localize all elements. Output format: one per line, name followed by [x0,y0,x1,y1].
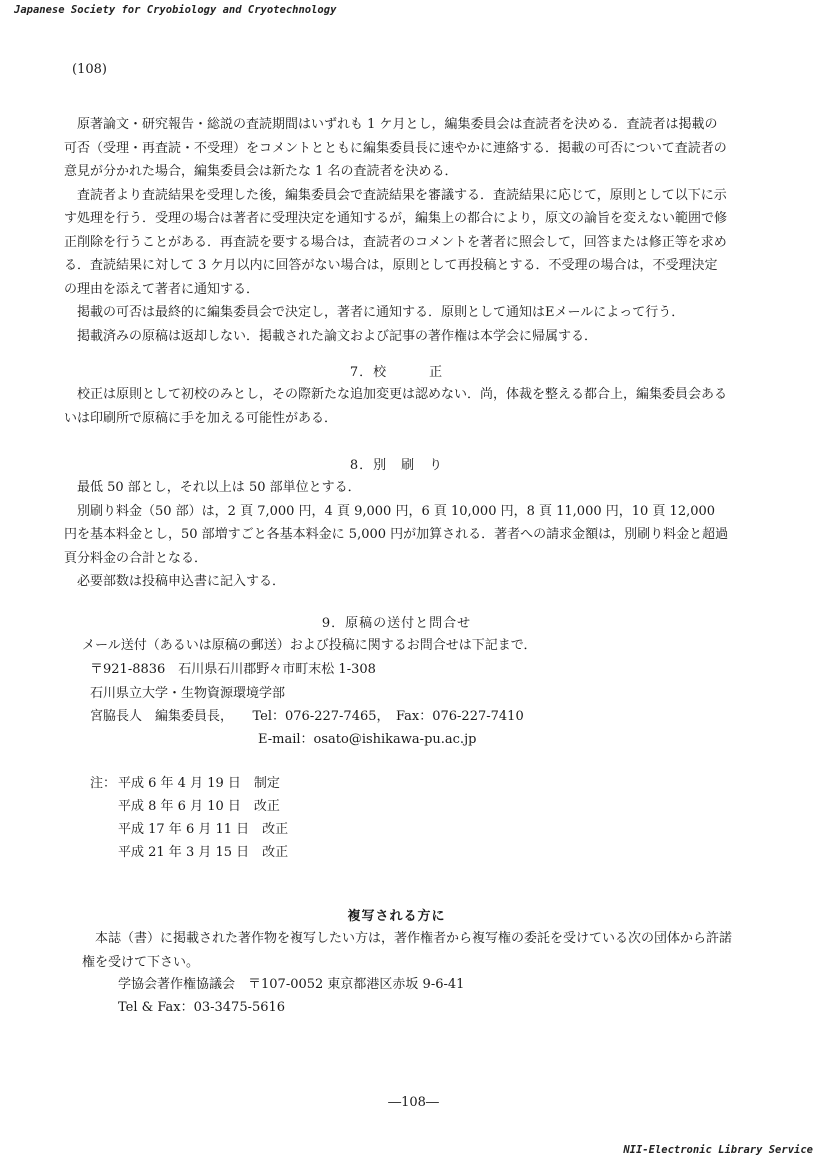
section-9-title: 9．原稿の送付と問合せ [321,616,472,631]
review-paragraph: 原著論文・研究報告・総説の査読期間はいずれも 1 ケ月とし，編集委員会は査読者を決める．査読者は掲載の可否（受理・再査読・不受理）をコメントとともに編集委員長に速やかに連絡する．掲載の可否について査読者の意見が分かれた場合，編集委員会は新たな 1 名の査読者を決める． [64,117,727,179]
section-7-body [64,383,729,430]
section-9-email: E-mail：osato@ishikawa-pu.ac.jp [258,732,477,747]
section-9-contact: 宮脇長人 編集委員長， Tel：076-227-7465， Fax：076-227-7410 [90,709,524,724]
note-item: 平成 6 年 4 月 19 日 制定 [118,776,280,791]
section-8-line: 別刷り料金（50 部）は，2 頁 7,000 円，4 頁 9,000 円，6 頁 10,000 円，8 頁 11,000 円，10 頁 12,000 円を基本料金とし，50 部増すごと各基本料金に 5,000 円が加算される．著者への請求金額は，別刷り料金と超過頁分料金の合計となる． [64,503,729,566]
copyright-text: 本誌（書）に掲載された著作物を複写したい方は，著作権者から複写権の委託を受けている次の団体から許諾権を受けて下さい。 [82,931,733,970]
copyright-org: 学協会著作権協議会 〒107-0052 東京都港区赤坂 9-6-41 [118,977,465,992]
section-8-title: 8．別 刷 り [349,458,444,473]
section-8-line: 最低 50 部とし，それ以上は 50 部単位とする． [77,480,361,495]
note-item: 平成 17 年 6 月 11 日 改正 [118,822,289,837]
review-paragraph: 査読者より査読結果を受理した後，編集委員会で査読結果を審議する．査読結果に応じて，原則として以下に示す処理を行う．受理の場合は著者に受理決定を通知するが，編集上の都合により，原文の論旨を変えない範囲で修正削除を行うことがある．再査読を要する場合は，査読者のコメントを著者に照会して，回答または修正等を求める．査読結果に対して 3 ケ月以内に回答がない場合は，原則として再投稿とする．不受理の場合は，不受理決定の理由を添えて著者に通知する． [64,187,728,297]
page-label: (108) [72,62,107,77]
section-8-line: 必要部数は投稿申込書に記入する． [77,574,286,589]
review-section [64,113,729,348]
copyright-tel: Tel & Fax：03-3475-5616 [118,1000,286,1015]
notes-label: 注： [90,776,117,791]
note-item: 平成 8 年 6 月 10 日 改正 [118,799,280,814]
section-8-body [64,476,729,594]
section-9-intro: メール送付（あるいは原稿の郵送）および投稿に関するお問合せは下記まで． [82,638,537,653]
note-item: 平成 21 年 3 月 15 日 改正 [118,845,289,860]
section-9-org: 石川県立大学・生物資源環境学部 [90,686,286,701]
review-paragraph: 掲載済みの原稿は返却しない．掲載された論文および記事の著作権は本学会に帰属する． [77,328,598,344]
page-number: ―108― [388,1095,439,1110]
section-9-address: 〒921-8836 石川県石川郡野々市町末松 1-308 [90,662,376,677]
section-7-text: 校正は原則として初校のみとし，その際新たな追加変更は認めない．尚，体裁を整える都合上，編集委員会あるいは印刷所で原稿に手を加える可能性がある． [64,387,728,426]
copyright-title: 複写される方に [347,909,446,924]
copyright-body [82,927,732,974]
section-7-title: 7．校 正 [349,365,444,380]
journal-header: Japanese Society for Cryobiology and Cryotechnology [14,4,337,16]
review-paragraph: 掲載の可否は最終的に編集委員会で決定し，著者に通知する．原則として通知はEメールによって行う． [77,305,685,320]
library-footer: NII-Electronic Library Service [623,1144,813,1156]
